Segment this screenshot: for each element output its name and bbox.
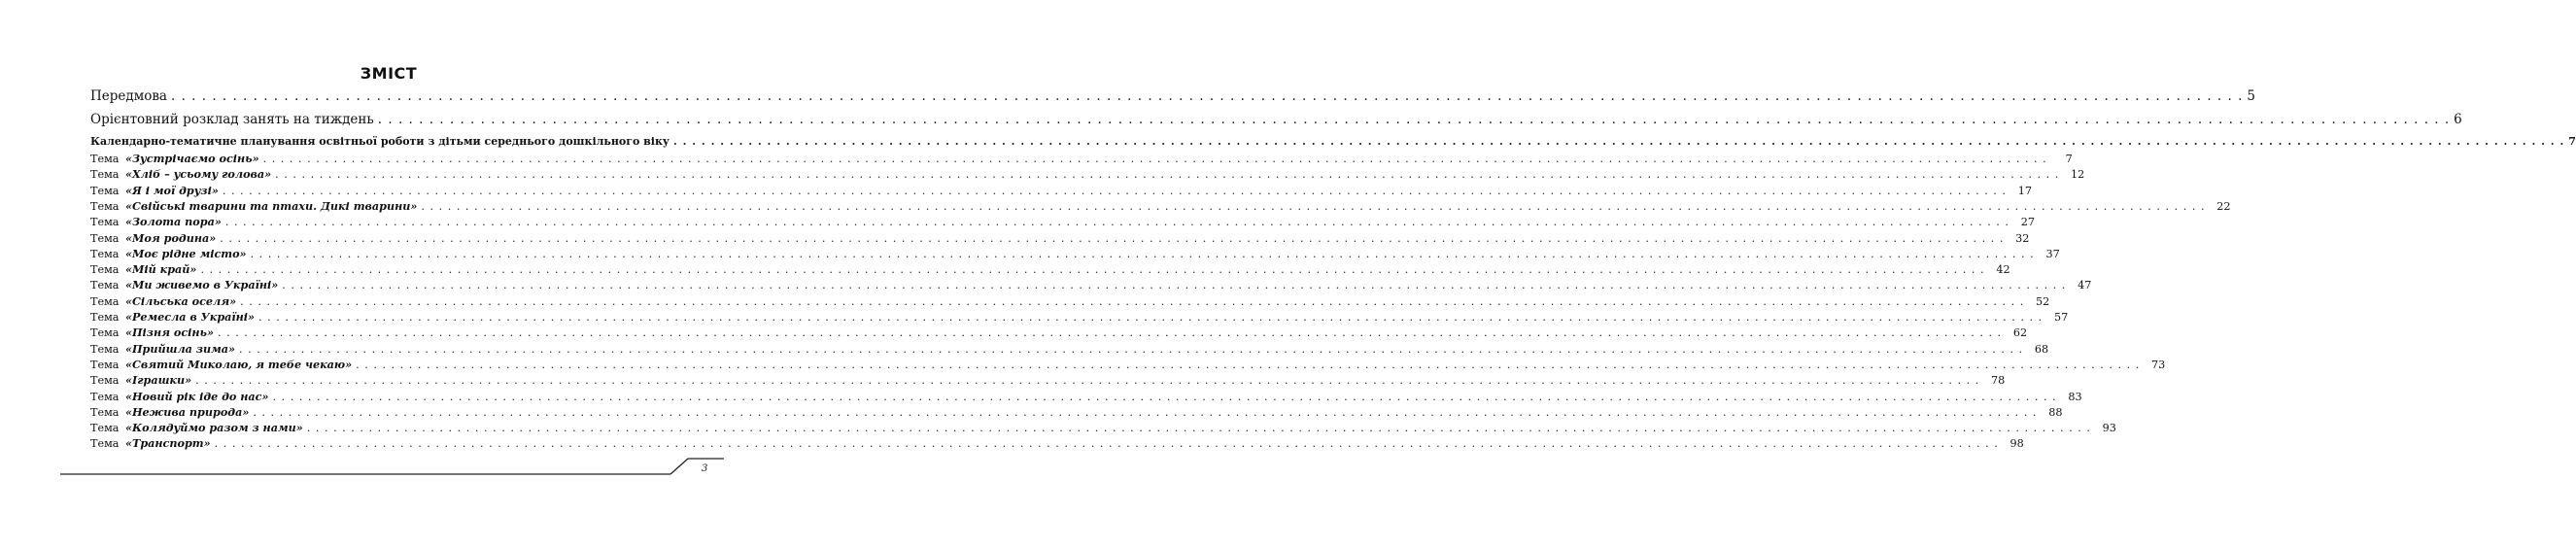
topic-prefix: Тема	[90, 405, 120, 419]
topic-prefix: Тема	[90, 168, 120, 182]
topic-prefix: Тема	[90, 199, 120, 213]
topic-name: «Хліб – усьому голова»	[125, 167, 272, 182]
dot-leader: . . . . . . . . . . . . . . . . . . . . . . . . . . . . . . . . . . . . . . . . . . . . . . . . . . . . . . . . . . . . . . . . . . . . . . . . . . . . . . . . . . . . . . . . . . . . . . . . . . . . . . . . . . . . . . . . . . . . . . . . . . . . . . . . . . . . . . . . . . . . . . . . . . . . . . . . . . . . . . . . . . . . . . . . . . . . . . . . . . . . . . . . . . . . . . . . . . . . . . . . . .	[170, 88, 2244, 104]
dot-leader: . . . . . . . . . . . . . . . . . . . . . . . . . . . . . . . . . . . . . . . . . . . . . . . . . . . . . . . . . . . . . . . . . . . . . . . . . . . . . . . . . . . . . . . . . . . . . . . . . . . . . . . . . . . . . . . . . . . . . . . . . . . . . . . . . . . . . . . . . . . . . . . . . . . . . . . . . . . . . . . . . . . . . . . . . . . . . . . . . . . . . . . . . . . . . . . . . . . . . . . . . .	[195, 374, 1980, 388]
topic-page: 47	[2078, 279, 2092, 292]
topic-name: «Нежива природа»	[125, 404, 250, 419]
topic-prefix: Тема	[90, 216, 120, 229]
topic-prefix: Тема	[90, 326, 120, 340]
topic-name: «Іграшки»	[125, 373, 192, 388]
dot-leader: . . . . . . . . . . . . . . . . . . . . . . . . . . . . . . . . . . . . . . . . . . . . . . . . . . . . . . . . . . . . . . . . . . . . . . . . . . . . . . . . . . . . . . . . . . . . . . . . . . . . . . . . . . . . . . . . . . . . . . . . . . . . . . . . . . . . . . . . . . . . . . . . . . . . . . . . . . . . . . . . . . . . . . . . . . . . . . . . . . . . . . . . . . . . . . . . . . . . . . . . . .	[356, 358, 2141, 371]
topic-page: 27	[2020, 216, 2035, 229]
topic-name: «Моє рідне місто»	[125, 246, 247, 260]
topic-name: «Мій край»	[125, 262, 197, 277]
dot-leader: . . . . . . . . . . . . . . . . . . . . . . . . . . . . . . . . . . . . . . . . . . . . . . . . . . . . . . . . . . . . . . . . . . . . . . . . . . . . . . . . . . . . . . . . . . . . . . . . . . . . . . . . . . . . . . . . . . . . . . . . . . . . . . . . . . . . . . . . . . . . . . . . . . . . . . . . . . . . . . . . . . . . . . . . . . . . . . . . . . . . . . . . . . . . . . . . . . . . . . . . . .	[240, 294, 2025, 308]
topic-page: 52	[2036, 294, 2050, 308]
toc-entry-label: Орієнтовний розклад занять на тиждень	[90, 112, 374, 127]
dot-leader: . . . . . . . . . . . . . . . . . . . . . . . . . . . . . . . . . . . . . . . . . . . . . . . . . . . . . . . . . . . . . . . . . . . . . . . . . . . . . . . . . . . . . . . . . . . . . . . . . . . . . . . . . . . . . . . . . . . . . . . . . . . . . . . . . . . . . . . . . . . . . . . . . . . . . . . . . . . . . . . . . . . . . . . . . . . . . . . . . . . . . . . . . . . . . . . . . . . . . . . . . .	[421, 199, 2206, 213]
topic-name: «Прийшла зима»	[125, 341, 235, 356]
dot-leader: . . . . . . . . . . . . . . . . . . . . . . . . . . . . . . . . . . . . . . . . . . . . . . . . . . . . . . . . . . . . . . . . . . . . . . . . . . . . . . . . . . . . . . . . . . . . . . . . . . . . . . . . . . . . . . . . . . . . . . . . . . . . . . . . . . . . . . . . . . . . . . . . . . . . . . . . . . . . . . . . . . . . . . . . . . . . . . . . . . . . . . . . . . . . . . . . . . . . . . . . . .	[253, 405, 2038, 419]
topic-page: 12	[2071, 168, 2085, 182]
topic-page: 32	[2015, 231, 2030, 245]
topic-prefix: Тема	[90, 422, 120, 435]
topic-page: 73	[2151, 358, 2166, 371]
topic-name: «Пізня осінь»	[125, 325, 214, 340]
topic-name: «Сільська оселя»	[125, 293, 237, 308]
toc-section-label: Календарно-тематичне планування освітньої роботи з дітьми середнього дошкільного віку	[90, 135, 670, 148]
dot-leader: . . . . . . . . . . . . . . . . . . . . . . . . . . . . . . . . . . . . . . . . . . . . . . . . . . . . . . . . . . . . . . . . . . . . . . . . . . . . . . . . . . . . . . . . . . . . . . . . . . . . . . . . . . . . . . . . . . . . . . . . . . . . . . . . . . . . . . . . . . . . . . . . . . . . . . . . . . . . . . . . . . . . . . . . . . . . . . . . . . . . . . . . . . . . . . . . . . . . . . . . . .	[224, 216, 2009, 229]
dot-leader: . . . . . . . . . . . . . . . . . . . . . . . . . . . . . . . . . . . . . . . . . . . . . . . . . . . . . . . . . . . . . . . . . . . . . . . . . . . . . . . . . . . . . . . . . . . . . . . . . . . . . . . . . . . . . . . . . . . . . . . . . . . . . . . . . . . . . . . . . . . . . . . . . . . . . . . . . . . . . . . . . . . . . . . . . . . . . . . . . . . . . . . . . . . . . . . . . . . . . . . . . .	[258, 311, 2044, 324]
dot-leader: . . . . . . . . . . . . . . . . . . . . . . . . . . . . . . . . . . . . . . . . . . . . . . . . . . . . . . . . . . . . . . . . . . . . . . . . . . . . . . . . . . . . . . . . . . . . . . . . . . . . . . . . . . . . . . . . . . . . . . . . . . . . . . . . . . . . . . . . . . . . . . . . . . . . . . . . . . . . . . . . . . . . . . . . . . . . . . . . . . . . . . . . . . . . . . . . . . . . . . . . . .	[214, 437, 1999, 451]
topic-page: 83	[2068, 390, 2082, 403]
toc-entry-label: Передмова	[90, 88, 167, 104]
topic-page: 22	[2216, 199, 2231, 213]
topic-name: «Моя родина»	[125, 230, 217, 245]
toc-entry-page: 5	[2247, 88, 2255, 104]
dot-leader: . . . . . . . . . . . . . . . . . . . . . . . . . . . . . . . . . . . . . . . . . . . . . . . . . . . . . . . . . . . . . . . . . . . . . . . . . . . . . . . . . . . . . . . . . . . . . . . . . . . . . . . . . . . . . . . . . . . . . . . . . . . . . . . . . . . . . . . . . . . . . . . . . . . . . . . . . . . . . . . . . . . . . . . . . . . . . . . . . . . . . . . . . . . . . . . . . . . . . . . . . .	[672, 135, 2565, 148]
topic-name: «Зустрічаємо осінь»	[125, 152, 259, 165]
topic-prefix: Тема	[90, 311, 120, 324]
topic-name: «Святий Миколаю, я тебе чекаю»	[125, 357, 353, 371]
topic-page: 42	[1996, 263, 2010, 277]
topic-prefix: Тема	[90, 263, 120, 277]
topic-page: 68	[2034, 342, 2049, 356]
topic-prefix: Тема	[90, 374, 120, 388]
dot-leader: . . . . . . . . . . . . . . . . . . . . . . . . . . . . . . . . . . . . . . . . . . . . . . . . . . . . . . . . . . . . . . . . . . . . . . . . . . . . . . . . . . . . . . . . . . . . . . . . . . . . . . . . . . . . . . . . . . . . . . . . . . . . . . . . . . . . . . . . . . . . . . . . . . . . . . . . . . . . . . . . . . . . . . . . . . . . . . . . . . . . . . . . . . . . . . . . . . . . . . . . . .	[238, 342, 2024, 356]
topic-name: «Свійські тварини та птахи. Дикі тварини»	[125, 198, 418, 213]
topic-page: 98	[2009, 437, 2024, 451]
dot-leader: . . . . . . . . . . . . . . . . . . . . . . . . . . . . . . . . . . . . . . . . . . . . . . . . . . . . . . . . . . . . . . . . . . . . . . . . . . . . . . . . . . . . . . . . . . . . . . . . . . . . . . . . . . . . . . . . . . . . . . . . . . . . . . . . . . . . . . . . . . . . . . . . . . . . . . . . . . . . . . . . . . . . . . . . . . . . . . . . . . . . . . . . . . . . . . . . . . . . . . . . . .	[262, 153, 2047, 165]
page-number: 3	[702, 463, 708, 474]
topic-name: «Ремесла в Україні»	[125, 310, 256, 324]
dot-leader: . . . . . . . . . . . . . . . . . . . . . . . . . . . . . . . . . . . . . . . . . . . . . . . . . . . . . . . . . . . . . . . . . . . . . . . . . . . . . . . . . . . . . . . . . . . . . . . . . . . . . . . . . . . . . . . . . . . . . . . . . . . . . . . . . . . . . . . . . . . . . . . . . . . . . . . . . . . . . . . . . . . . . . . . . . . . . . . . . . . . . . . . . . . . . . . . . . . . . . . . . .	[275, 168, 2060, 182]
topic-page: 62	[2012, 326, 2028, 340]
topic-prefix: Тема	[90, 358, 120, 371]
topic-name: «Я і мої друзі»	[125, 183, 219, 197]
dot-leader: . . . . . . . . . . . . . . . . . . . . . . . . . . . . . . . . . . . . . . . . . . . . . . . . . . . . . . . . . . . . . . . . . . . . . . . . . . . . . . . . . . . . . . . . . . . . . . . . . . . . . . . . . . . . . . . . . . . . . . . . . . . . . . . . . . . . . . . . . . . . . . . . . . . . . . . . . . . . . . . . . . . . . . . . . . . . . . . . . . . . . . . . . . . . . . . . . . . . . . . . . .	[282, 279, 2067, 292]
topic-prefix: Тема	[90, 279, 120, 292]
footer-rule	[0, 0, 777, 548]
topic-prefix: Тема	[90, 231, 120, 245]
dot-leader: . . . . . . . . . . . . . . . . . . . . . . . . . . . . . . . . . . . . . . . . . . . . . . . . . . . . . . . . . . . . . . . . . . . . . . . . . . . . . . . . . . . . . . . . . . . . . . . . . . . . . . . . . . . . . . . . . . . . . . . . . . . . . . . . . . . . . . . . . . . . . . . . . . . . . . . . . . . . . . . . . . . . . . . . . . . . . . . . . . . . . . . . . . . . . . . . . . . . . . . . . .	[200, 263, 1985, 277]
page-title: ЗМІСТ	[360, 64, 418, 83]
toc-section-page: 7	[2568, 135, 2576, 148]
dot-leader: . . . . . . . . . . . . . . . . . . . . . . . . . . . . . . . . . . . . . . . . . . . . . . . . . . . . . . . . . . . . . . . . . . . . . . . . . . . . . . . . . . . . . . . . . . . . . . . . . . . . . . . . . . . . . . . . . . . . . . . . . . . . . . . . . . . . . . . . . . . . . . . . . . . . . . . . . . . . . . . . . . . . . . . . . . . . . . . . . . . . . . . . . . . . . . . . . . . . . . . . . .	[220, 231, 2005, 245]
dot-leader: . . . . . . . . . . . . . . . . . . . . . . . . . . . . . . . . . . . . . . . . . . . . . . . . . . . . . . . . . . . . . . . . . . . . . . . . . . . . . . . . . . . . . . . . . . . . . . . . . . . . . . . . . . . . . . . . . . . . . . . . . . . . . . . . . . . . . . . . . . . . . . . . . . . . . . . . . . . . . . . . . . . . . . . . . . . . . . . . . . . . . . . . . . . . . . . . . . . . . . . . . .	[306, 422, 2091, 435]
dot-leader: . . . . . . . . . . . . . . . . . . . . . . . . . . . . . . . . . . . . . . . . . . . . . . . . . . . . . . . . . . . . . . . . . . . . . . . . . . . . . . . . . . . . . . . . . . . . . . . . . . . . . . . . . . . . . . . . . . . . . . . . . . . . . . . . . . . . . . . . . . . . . . . . . . . . . . . . . . . . . . . . . . . . . . . . . . . . . . . . . . . . . . . . . . . . . . . . . . . . . . . . . .	[217, 326, 2003, 340]
topic-page: 78	[1991, 374, 2006, 388]
topic-page: 37	[2045, 247, 2060, 260]
dot-leader: . . . . . . . . . . . . . . . . . . . . . . . . . . . . . . . . . . . . . . . . . . . . . . . . . . . . . . . . . . . . . . . . . . . . . . . . . . . . . . . . . . . . . . . . . . . . . . . . . . . . . . . . . . . . . . . . . . . . . . . . . . . . . . . . . . . . . . . . . . . . . . . . . . . . . . . . . . . . . . . . . . . . . . . . . . . . . . . . . . . . . . . . . . . . . . . . . . . . . . . . . .	[272, 390, 2057, 403]
topic-page: 17	[2017, 184, 2032, 197]
topic-page: 7	[2065, 153, 2073, 165]
topic-page: 88	[2048, 405, 2063, 419]
topic-prefix: Тема	[90, 294, 120, 308]
dot-leader: . . . . . . . . . . . . . . . . . . . . . . . . . . . . . . . . . . . . . . . . . . . . . . . . . . . . . . . . . . . . . . . . . . . . . . . . . . . . . . . . . . . . . . . . . . . . . . . . . . . . . . . . . . . . . . . . . . . . . . . . . . . . . . . . . . . . . . . . . . . . . . . . . . . . . . . . . . . . . . . . . . . . . . . . . . . . . . . . . . . . . . . . . . . . . . . . . . . . . . . . . .	[377, 112, 2451, 127]
toc-entry-page: 6	[2454, 112, 2462, 127]
topic-name: «Золота пора»	[125, 215, 222, 229]
topic-prefix: Тема	[90, 342, 120, 356]
dot-leader: . . . . . . . . . . . . . . . . . . . . . . . . . . . . . . . . . . . . . . . . . . . . . . . . . . . . . . . . . . . . . . . . . . . . . . . . . . . . . . . . . . . . . . . . . . . . . . . . . . . . . . . . . . . . . . . . . . . . . . . . . . . . . . . . . . . . . . . . . . . . . . . . . . . . . . . . . . . . . . . . . . . . . . . . . . . . . . . . . . . . . . . . . . . . . . . . . . . . . . . . . .	[222, 184, 2007, 197]
topic-name: «Колядуймо разом з нами»	[125, 421, 303, 435]
topic-name: «Ми живемо в Україні»	[125, 278, 279, 292]
topic-name: «Транспорт»	[125, 436, 211, 451]
topic-name: «Новий рік іде до нас»	[125, 389, 269, 403]
topic-prefix: Тема	[90, 390, 120, 403]
topic-page: 93	[2102, 422, 2116, 435]
topic-prefix: Тема	[90, 184, 120, 197]
topic-prefix: Тема	[90, 153, 120, 165]
topic-prefix: Тема	[90, 247, 120, 260]
dot-leader: . . . . . . . . . . . . . . . . . . . . . . . . . . . . . . . . . . . . . . . . . . . . . . . . . . . . . . . . . . . . . . . . . . . . . . . . . . . . . . . . . . . . . . . . . . . . . . . . . . . . . . . . . . . . . . . . . . . . . . . . . . . . . . . . . . . . . . . . . . . . . . . . . . . . . . . . . . . . . . . . . . . . . . . . . . . . . . . . . . . . . . . . . . . . . . . . . . . . . . . . . .	[250, 247, 2035, 260]
topic-prefix: Тема	[90, 437, 120, 451]
topic-page: 57	[2053, 311, 2069, 324]
